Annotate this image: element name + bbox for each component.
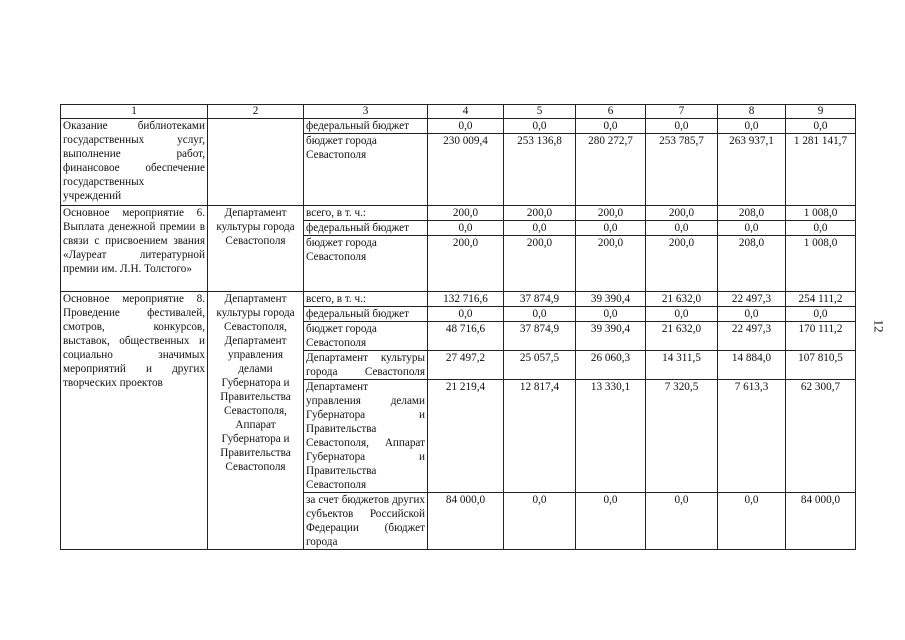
value-cell: 37 874,9 — [504, 292, 576, 307]
value-cell: 0,0 — [504, 119, 576, 134]
funding-source: всего, в т. ч.: — [304, 292, 428, 307]
value-cell: 0,0 — [646, 493, 718, 550]
value-cell: 25 057,5 — [504, 351, 576, 380]
value-cell: 132 716,6 — [428, 292, 504, 307]
value-cell: 0,0 — [786, 119, 856, 134]
value-cell: 27 497,2 — [428, 351, 504, 380]
value-cell: 48 716,6 — [428, 322, 504, 351]
value-cell: 200,0 — [576, 206, 646, 221]
value-cell: 1 281 141,7 — [786, 134, 856, 206]
value-cell: 39 390,4 — [576, 292, 646, 307]
value-cell: 0,0 — [576, 221, 646, 236]
executor-cell: Департамент культуры города Севастополя — [208, 206, 304, 292]
value-cell: 22 497,3 — [718, 322, 786, 351]
value-cell: 12 817,4 — [504, 380, 576, 493]
value-cell: 1 008,0 — [786, 206, 856, 221]
value-cell: 13 330,1 — [576, 380, 646, 493]
table-row — [61, 292, 856, 307]
activity-description: Основное мероприятие 6. Выплата денежной премии в связи с присвоением звания «Лауреат литературной премии им. Л.Н. Толстого» — [61, 206, 208, 292]
value-cell: 0,0 — [646, 119, 718, 134]
value-cell: 200,0 — [428, 206, 504, 221]
value-cell: 170 111,2 — [786, 322, 856, 351]
value-cell: 0,0 — [718, 493, 786, 550]
funding-source: Департамент управления делами Губернатора и Правительства Севастополя, Аппарат Губернатора и Правительства Севастополя — [304, 380, 428, 493]
value-cell: 39 390,4 — [576, 322, 646, 351]
value-cell: 0,0 — [504, 307, 576, 322]
value-cell: 0,0 — [646, 307, 718, 322]
executor-cell — [208, 119, 304, 206]
value-cell: 200,0 — [504, 236, 576, 292]
activity-description: Основное мероприятие 8. Проведение фестивалей, смотров, конкурсов, выставок, общественных и социально значимых мероприятий и других творческих проектов — [61, 292, 208, 550]
value-cell: 208,0 — [718, 236, 786, 292]
column-header: 1 — [61, 105, 208, 119]
value-cell: 200,0 — [428, 236, 504, 292]
value-cell: 84 000,0 — [786, 493, 856, 550]
funding-source: бюджет города Севастополя — [304, 134, 428, 206]
value-cell: 0,0 — [718, 221, 786, 236]
funding-source-text: за счет бюджетов других субъектов Российской Федерации (бюджет города — [306, 494, 425, 548]
value-cell: 84 000,0 — [428, 493, 504, 550]
value-cell: 230 009,4 — [428, 134, 504, 206]
funding-source: бюджет города Севастополя — [304, 322, 428, 351]
funding-source: всего, в т. ч.: — [304, 206, 428, 221]
funding-source: федеральный бюджет — [304, 119, 428, 134]
funding-source: Департамент культуры города Севастополя — [304, 351, 428, 380]
column-header: 7 — [646, 105, 718, 119]
value-cell: 14 884,0 — [718, 351, 786, 380]
value-cell: 0,0 — [504, 493, 576, 550]
value-cell: 0,0 — [428, 221, 504, 236]
value-cell: 1 008,0 — [786, 236, 856, 292]
column-header: 8 — [718, 105, 786, 119]
value-cell: 0,0 — [646, 221, 718, 236]
value-cell: 0,0 — [428, 119, 504, 134]
value-cell: 200,0 — [576, 236, 646, 292]
column-header: 2 — [208, 105, 304, 119]
value-cell: 0,0 — [576, 493, 646, 550]
funding-source: федеральный бюджет — [304, 307, 428, 322]
activity-description: Оказание библиотеками государственных услуг, выполнение работ, финансовое обеспечение государственных учреждений — [61, 119, 208, 206]
value-cell: 0,0 — [718, 119, 786, 134]
column-header: 6 — [576, 105, 646, 119]
value-cell: 37 874,9 — [504, 322, 576, 351]
value-cell: 21 219,4 — [428, 380, 504, 493]
value-cell: 107 810,5 — [786, 351, 856, 380]
table-row — [61, 119, 856, 134]
value-cell: 7 613,3 — [718, 380, 786, 493]
column-header: 5 — [504, 105, 576, 119]
value-cell: 200,0 — [504, 206, 576, 221]
value-cell: 14 311,5 — [646, 351, 718, 380]
column-header: 4 — [428, 105, 504, 119]
value-cell: 62 300,7 — [786, 380, 856, 493]
value-cell: 253 136,8 — [504, 134, 576, 206]
value-cell: 208,0 — [718, 206, 786, 221]
value-cell: 21 632,0 — [646, 322, 718, 351]
value-cell: 280 272,7 — [576, 134, 646, 206]
column-header: 9 — [786, 105, 856, 119]
value-cell: 0,0 — [718, 307, 786, 322]
column-header: 3 — [304, 105, 428, 119]
value-cell: 0,0 — [786, 221, 856, 236]
value-cell: 22 497,3 — [718, 292, 786, 307]
value-cell: 0,0 — [504, 221, 576, 236]
value-cell: 254 111,2 — [786, 292, 856, 307]
value-cell: 26 060,3 — [576, 351, 646, 380]
value-cell: 200,0 — [646, 236, 718, 292]
value-cell: 253 785,7 — [646, 134, 718, 206]
page-number: 12 — [871, 319, 887, 333]
value-cell: 0,0 — [786, 307, 856, 322]
value-cell: 7 320,5 — [646, 380, 718, 493]
header-row — [61, 105, 856, 119]
funding-source — [304, 493, 428, 550]
funding-source: бюджет города Севастополя — [304, 236, 428, 292]
funding-source: федеральный бюджет — [304, 221, 428, 236]
value-cell: 0,0 — [576, 119, 646, 134]
value-cell: 263 937,1 — [718, 134, 786, 206]
value-cell: 21 632,0 — [646, 292, 718, 307]
budget-table — [60, 104, 856, 550]
value-cell: 0,0 — [576, 307, 646, 322]
executor-cell: Департамент культуры города Севастополя, Департамент управления делами Губернатора и Правительства Севастополя, Аппарат Губернатора и Правительства Севастополя — [208, 292, 304, 550]
value-cell: 0,0 — [428, 307, 504, 322]
value-cell: 200,0 — [646, 206, 718, 221]
table-row — [61, 206, 856, 221]
